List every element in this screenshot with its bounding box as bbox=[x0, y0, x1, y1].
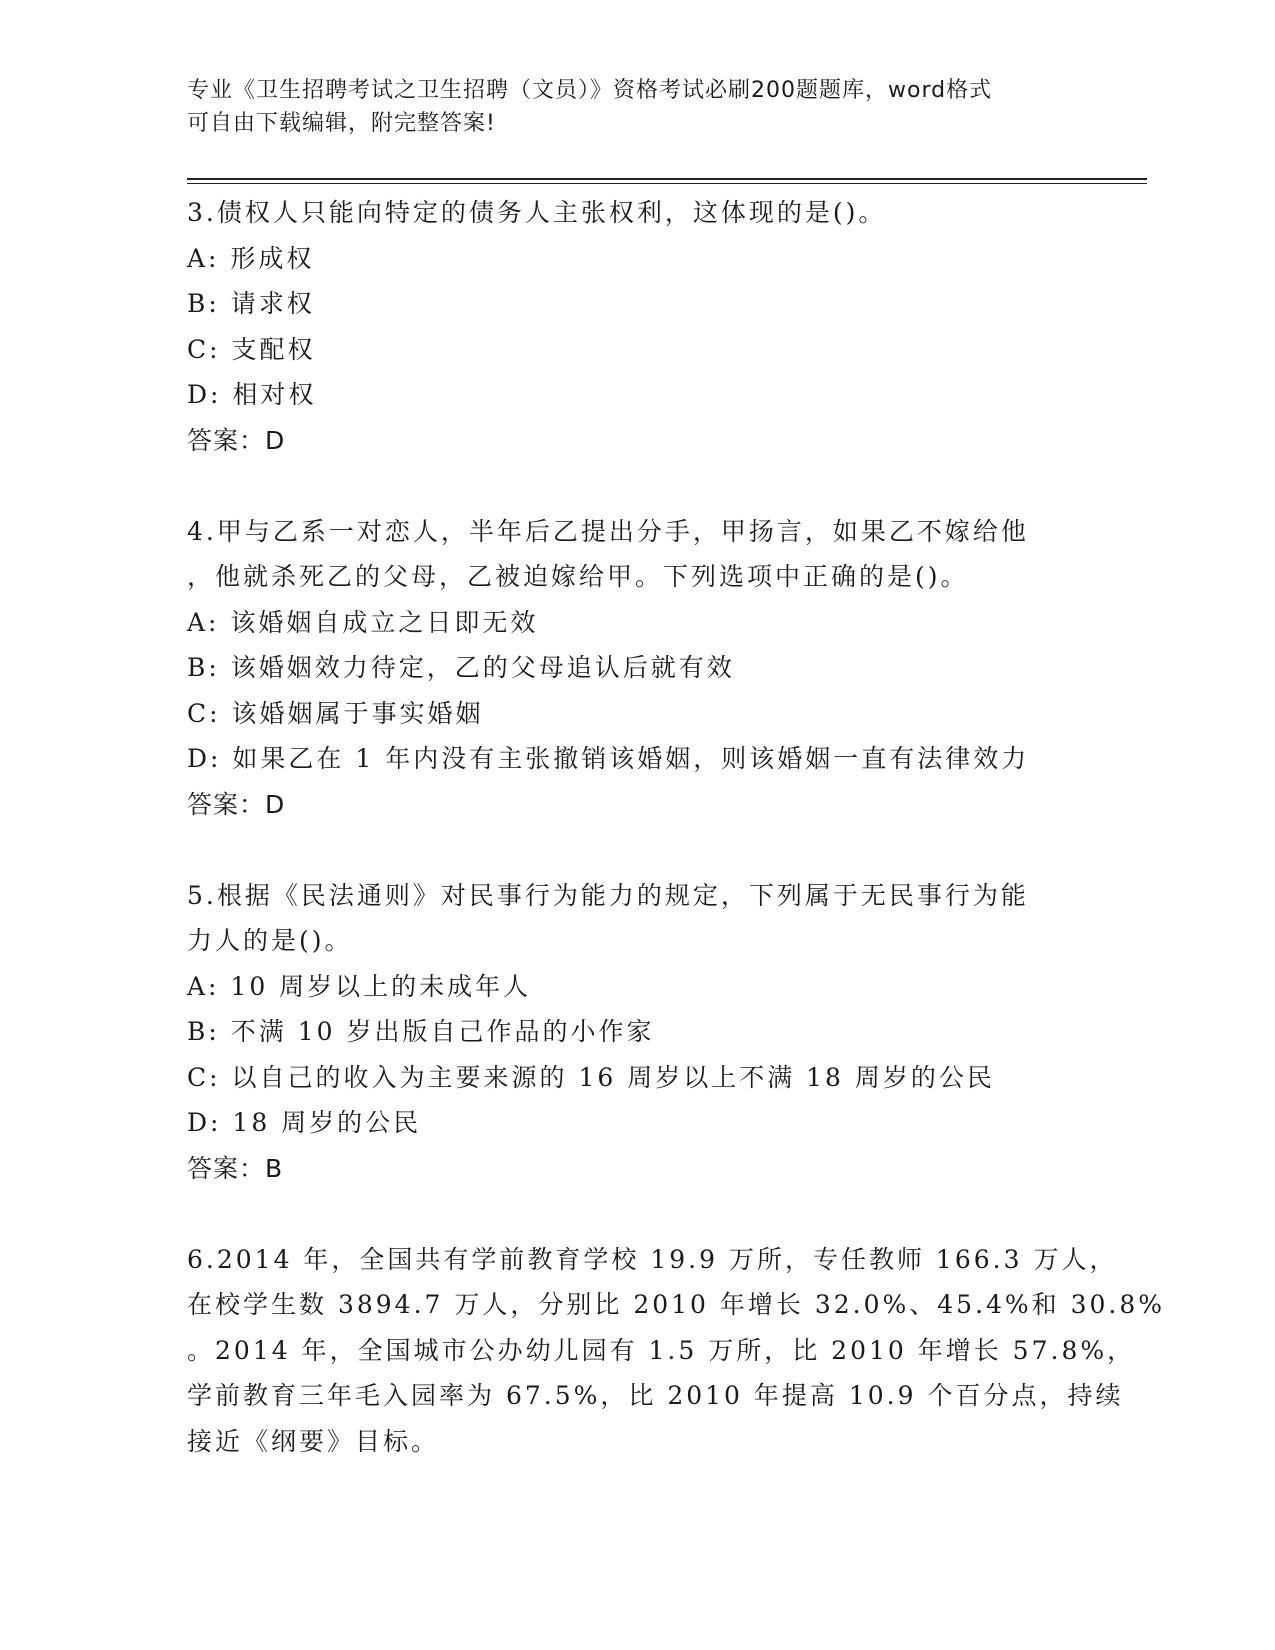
question-6-stem-line-2: 在校学生数 3894.7 万人，分别比 2010 年增长 32.0%、45.4%和 30.8% bbox=[187, 1290, 1166, 1319]
header-line-1: 专业《卫生招聘考试之卫生招聘（文员）》资格考试必刷200题题库，word格式 bbox=[187, 78, 993, 103]
question-6-stem-line-3: 。2014 年，全国城市公办幼儿园有 1.5 万所，比 2010 年增长 57.8%， bbox=[187, 1335, 1136, 1365]
question-4 bbox=[187, 509, 1087, 828]
question-5-option-b: B: 不满 10 岁出版自己作品的小作家 bbox=[187, 1017, 655, 1046]
question-list bbox=[187, 190, 1166, 1464]
question-4-option-d: D: 如果乙在 1 年内没有主张撤销该婚姻，则该婚姻一直有法律效力 bbox=[187, 744, 1030, 773]
header-line-2: 可自由下载编辑，附完整答案! bbox=[187, 111, 496, 136]
question-5-answer: 答案：B bbox=[187, 1153, 284, 1183]
question-3-option-a: A: 形成权 bbox=[187, 243, 315, 273]
question-3-answer: 答案：D bbox=[187, 425, 286, 455]
question-4-stem-line-2: ，他就杀死乙的父母，乙被迫嫁给甲。下列选项中正确的是()。 bbox=[187, 562, 969, 591]
question-5-stem-line-2: 力人的是()。 bbox=[187, 926, 353, 955]
question-6-stem-line-5: 接近《纲要》目标。 bbox=[187, 1426, 440, 1456]
question-5 bbox=[187, 873, 1087, 1192]
document-header bbox=[187, 74, 1067, 140]
header-rule-thick bbox=[187, 178, 1147, 180]
question-4-option-b: B: 该婚姻效力待定，乙的父母追认后就有效 bbox=[187, 653, 735, 682]
question-5-option-c: C: 以自己的收入为主要来源的 16 周岁以上不满 18 周岁的公民 bbox=[187, 1062, 995, 1092]
question-3-option-d: D: 相对权 bbox=[187, 380, 317, 409]
question-6-stem-line-1: 6.2014 年，全国共有学前教育学校 19.9 万所，专任教师 166.3 万人， bbox=[187, 1244, 1118, 1274]
header-rule-thin bbox=[187, 183, 1147, 184]
question-4-option-c: C: 该婚姻属于事实婚姻 bbox=[187, 698, 484, 728]
question-4-option-a: A: 该婚姻自成立之日即无效 bbox=[187, 607, 539, 637]
question-5-option-a: A: 10 周岁以上的未成年人 bbox=[187, 971, 532, 1001]
question-6 bbox=[187, 1237, 1166, 1465]
question-3-stem: 3.债权人只能向特定的债务人主张权利，这体现的是()。 bbox=[187, 198, 887, 227]
question-5-stem-line-1: 5.根据《民法通则》对民事行为能力的规定，下列属于无民事行为能 bbox=[187, 880, 1029, 910]
question-3-option-c: C: 支配权 bbox=[187, 334, 316, 364]
question-3-option-b: B: 请求权 bbox=[187, 289, 315, 318]
question-5-option-d: D: 18 周岁的公民 bbox=[187, 1108, 422, 1137]
question-6-stem-line-4: 学前教育三年毛入园率为 67.5%，比 2010 年提高 10.9 个百分点，持续 bbox=[187, 1381, 1124, 1410]
question-3 bbox=[187, 190, 1087, 463]
question-4-answer: 答案：D bbox=[187, 789, 286, 819]
question-4-stem-line-1: 4.甲与乙系一对恋人，半年后乙提出分手，甲扬言，如果乙不嫁给他 bbox=[187, 516, 1029, 546]
